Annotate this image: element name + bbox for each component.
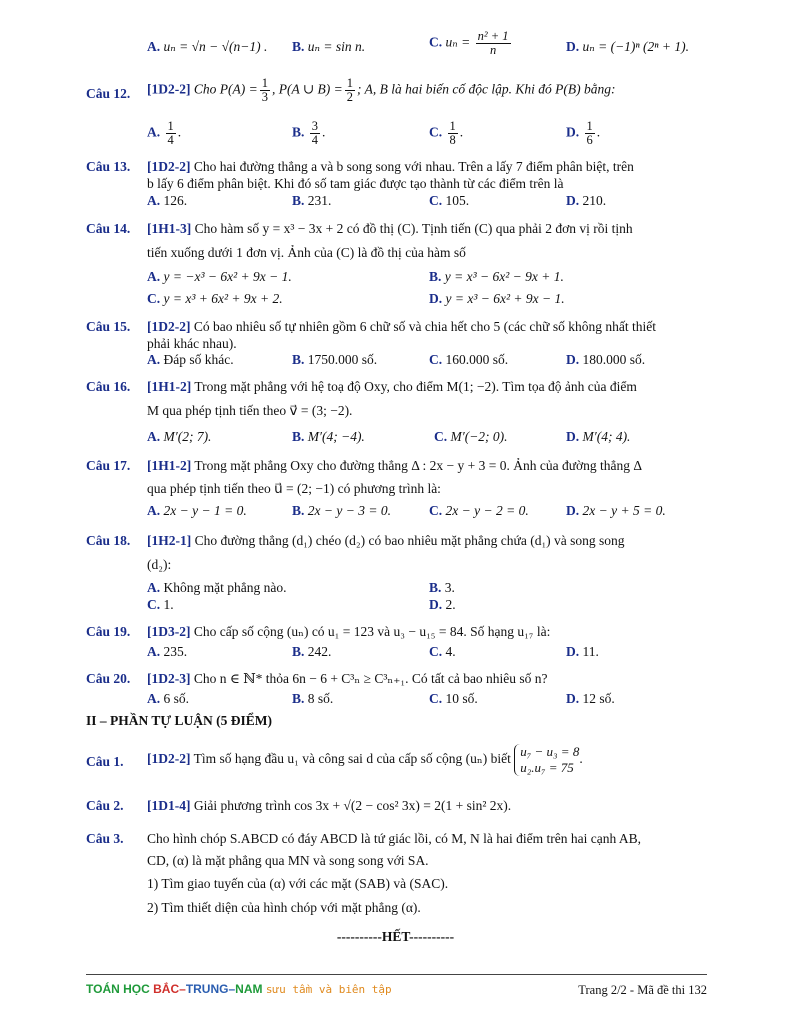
- q13-option-a: A. 126.: [147, 193, 188, 208]
- q20-option-a: A. 6 số.: [147, 691, 190, 706]
- q12-option-b: B. $\frac{3}{4}$ .: [292, 119, 326, 147]
- q16-option-b: B. M′(4; −4).: [292, 429, 365, 444]
- q19-number: Câu 19.: [86, 624, 131, 639]
- essay3-sub1: 1) Tìm giao tuyến của (α) với các mặt (SAB) và (SAC).: [147, 876, 449, 891]
- q17-line2: qua phép tịnh tiến theo u⃗ = (2; −1) có phương trình là:: [147, 481, 441, 496]
- q12-stem: [1D2-2] Cho P(A) = $\frac{1}{3}$ , P(A ∪ B) = $\frac{1}{2}$ ; A, B là hai biến cố độc lập. Khi đó P(B) bằng:: [147, 76, 616, 104]
- essay1-system: u₇ − u₃ = 8 u₂.u₇ = 75: [514, 744, 579, 776]
- essay3-line2: CD, (α) là mặt phẳng qua MN và song song với SA.: [147, 853, 429, 868]
- q15-option-a: A. Đáp số khác.: [147, 352, 234, 367]
- q19-line1: [1D3-2] Cho cấp số cộng (uₙ) có u₁ = 123 và u₃ − u₁₅ = 84. Số hạng u₁₇ là:: [147, 624, 551, 639]
- q12-number: Câu 12.: [86, 86, 131, 101]
- q16-number: Câu 16.: [86, 379, 131, 394]
- q14-number: Câu 14.: [86, 221, 131, 236]
- q19-option-a: A. 235.: [147, 644, 188, 659]
- footer-page-info: Trang 2/2 - Mã đề thi 132: [578, 983, 707, 997]
- q18-option-b: B. 3.: [429, 580, 455, 595]
- q18-option-d: D. 2.: [429, 597, 456, 612]
- q15-number: Câu 15.: [86, 319, 131, 334]
- q14-option-d: D. y = x³ − 6x² + 9x − 1.: [429, 291, 565, 306]
- q19-option-d: D. 11.: [566, 644, 599, 659]
- essay2-text: [1D1-4] Giải phương trình cos 3x + √(2 − cos² 3x) = 2(1 + sin² 2x).: [147, 798, 512, 813]
- q18-line1: [1H2-1] Cho đường thẳng (d₁) chéo (d₂) có bao nhiêu mặt phẳng chứa (d₁) và song song: [147, 533, 625, 548]
- q17-option-d: D. 2x − y + 5 = 0.: [566, 503, 666, 518]
- q13-option-d: D. 210.: [566, 193, 607, 208]
- q12-option-a: A. $\frac{1}{4}$ .: [147, 119, 182, 147]
- footer-divider: [86, 974, 707, 975]
- q11-option-b: B. uₙ = sin n.: [292, 39, 366, 54]
- essay3-sub2: 2) Tìm thiết diện của hình chóp với mặt phẳng (α).: [147, 900, 421, 915]
- q11-option-c: C. uₙ = $\frac{\text{n² + 1}}{n}$: [429, 29, 509, 57]
- q15-line2: phải khác nhau).: [147, 336, 237, 351]
- q20-number: Câu 20.: [86, 671, 131, 686]
- q16-option-d: D. M′(4; 4).: [566, 429, 631, 444]
- essay2-number: Câu 2.: [86, 798, 124, 813]
- q18-option-a: A. Không mặt phẳng nào.: [147, 580, 287, 595]
- q13-line1: [1D2-2] Cho hai đường thẳng a và b song song với nhau. Trên a lấy 7 điểm phân biệt, trên: [147, 159, 634, 174]
- q16-option-c: C. M′(−2; 0).: [434, 429, 508, 444]
- q17-option-a: A. 2x − y − 1 = 0.: [147, 503, 247, 518]
- section-title: II – PHẦN TỰ LUẬN (5 ĐIỂM): [86, 713, 273, 728]
- q15-option-c: C. 160.000 số.: [429, 352, 509, 367]
- q13-option-b: B. 231.: [292, 193, 332, 208]
- q19-option-c: C. 4.: [429, 644, 456, 659]
- q16-option-a: A. M′(2; 7).: [147, 429, 212, 444]
- q14-option-c: C. y = x³ + 6x² + 9x + 2.: [147, 291, 283, 306]
- q14-option-b: B. y = x³ − 6x² − 9x + 1.: [429, 269, 564, 284]
- q18-option-c: C. 1.: [147, 597, 174, 612]
- q20-option-d: D. 12 số.: [566, 691, 615, 706]
- q11-c-fraction: $\frac{\text{n² + 1}}{n}$: [477, 29, 509, 57]
- q17-number: Câu 17.: [86, 458, 131, 473]
- q20-line1: [1D2-3] Cho n ∈ ℕ* thỏa 6n − 6 + C³ₙ ≥ C³ₙ₊₁. Có tất cả bao nhiêu số n?: [147, 671, 548, 686]
- q13-number: Câu 13.: [86, 159, 131, 174]
- q19-option-b: B. 242.: [292, 644, 332, 659]
- q13-line2: b lấy 6 điểm phân biệt. Khi đó số tam giác được tạo thành từ các điểm trên là: [147, 176, 564, 191]
- q15-line1: [1D2-2] Có bao nhiêu số tự nhiên gồm 6 chữ số và chia hết cho 5 (các chữ số không nhất thiết: [147, 319, 656, 334]
- q20-option-b: B. 8 số.: [292, 691, 334, 706]
- footer-brand: TOÁN HỌC BẮC–TRUNG–NAM sưu tầm và biên tập: [86, 982, 392, 996]
- q14-line1: [1H1-3] Cho hàm số y = x³ − 3x + 2 có đồ thị (C). Tịnh tiến (C) qua phải 2 đơn vị rồi tịnh: [147, 221, 633, 236]
- q14-line2: tiến xuống dưới 1 đơn vị. Ảnh của (C) là đồ thị của hàm số: [147, 245, 466, 260]
- essay3-line1: Cho hình chóp S.ABCD có đáy ABCD là tứ giác lồi, có M, N là hai điểm trên hai cạnh AB,: [147, 831, 642, 846]
- q12-option-d: D. $\frac{1}{6}$ .: [566, 119, 601, 147]
- q11-option-a: A. uₙ = √n − √(n−1) .: [147, 39, 268, 54]
- end-marker: ----------HẾT----------: [336, 929, 455, 944]
- q17-line1: [1H1-2] Trong mặt phẳng Oxy cho đường thẳng Δ : 2x − y + 3 = 0. Ảnh của đường thẳng Δ: [147, 458, 643, 473]
- q16-line1: [1H1-2] Trong mặt phẳng với hệ toạ độ Oxy, cho điểm M(1; −2). Tìm tọa độ ảnh của điểm: [147, 379, 637, 394]
- q14-option-a: A. y = −x³ − 6x² + 9x − 1.: [147, 269, 292, 284]
- q11-option-d: D. uₙ = (−1)ⁿ (2ⁿ + 1).: [566, 39, 690, 54]
- q16-line2: M qua phép tịnh tiến theo v⃗ = (3; −2).: [147, 403, 353, 418]
- essay1-text: [1D2-2] Tìm số hạng đầu u₁ và công sai d của cấp số cộng (uₙ) biết u₇ − u₃ = 8 u₂.u₇ = 75.: [147, 744, 583, 775]
- q17-option-b: B. 2x − y − 3 = 0.: [292, 503, 391, 518]
- q18-number: Câu 18.: [86, 533, 131, 548]
- q13-option-c: C. 105.: [429, 193, 470, 208]
- q15-option-b: B. 1750.000 số.: [292, 352, 378, 367]
- essay1-number: Câu 1.: [86, 754, 124, 769]
- q18-line2: (d₂):: [147, 557, 172, 572]
- q20-option-c: C. 10 số.: [429, 691, 478, 706]
- q17-option-c: C. 2x − y − 2 = 0.: [429, 503, 529, 518]
- q15-option-d: D. 180.000 số.: [566, 352, 646, 367]
- essay3-number: Câu 3.: [86, 831, 124, 846]
- q12-option-c: C. $\frac{1}{8}$ .: [429, 119, 464, 147]
